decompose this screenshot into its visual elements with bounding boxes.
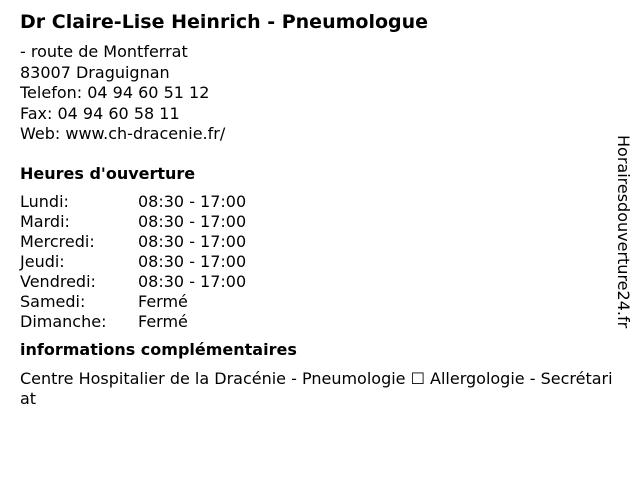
doctor-name-title: Dr Claire-Lise Heinrich - Pneumologue <box>20 11 429 33</box>
phone-number[interactable]: Telefon: 04 94 60 51 12 <box>20 83 210 102</box>
day-label: Vendredi: <box>20 271 96 291</box>
hours-row-monday <box>20 192 610 212</box>
hours-row-wednesday <box>20 232 610 252</box>
doctor-card <box>20 10 613 410</box>
address-line-1: - route de Montferrat <box>20 42 188 61</box>
hours-row-sunday <box>20 312 610 332</box>
hours-row-friday <box>20 272 610 292</box>
info-text: Centre Hospitalier de la Dracénie - Pneumologie ☐ Allergologie - Secrétariat <box>20 368 613 408</box>
time-value: 08:30 - 17:00 <box>138 271 247 291</box>
address-line-2: 83007 Draguignan <box>20 62 170 82</box>
site-watermark-label: Horairesdouverture24.fr <box>614 135 633 329</box>
time-value: Fermé <box>138 311 188 331</box>
opening-hours-table <box>20 192 610 332</box>
fax-number: Fax: 04 94 60 58 11 <box>20 103 180 123</box>
hours-heading: Heures d'ouverture <box>20 163 196 183</box>
hours-row-tuesday <box>20 212 610 232</box>
website-link[interactable]: Web: www.ch-dracenie.fr/ <box>20 124 226 143</box>
day-label: Jeudi: <box>20 251 65 271</box>
hours-row-saturday <box>20 292 610 312</box>
day-label: Lundi: <box>20 191 69 211</box>
time-value: 08:30 - 17:00 <box>138 231 247 251</box>
day-label: Mercredi: <box>20 231 95 251</box>
time-value: 08:30 - 17:00 <box>138 211 247 231</box>
time-value: Fermé <box>138 291 188 311</box>
day-label: Dimanche: <box>20 311 107 331</box>
time-value: 08:30 - 17:00 <box>138 251 247 271</box>
hours-row-thursday <box>20 252 610 272</box>
time-value: 08:30 - 17:00 <box>138 191 247 211</box>
day-label: Samedi: <box>20 291 86 311</box>
info-heading: informations complémentaires <box>20 339 297 359</box>
day-label: Mardi: <box>20 211 70 231</box>
